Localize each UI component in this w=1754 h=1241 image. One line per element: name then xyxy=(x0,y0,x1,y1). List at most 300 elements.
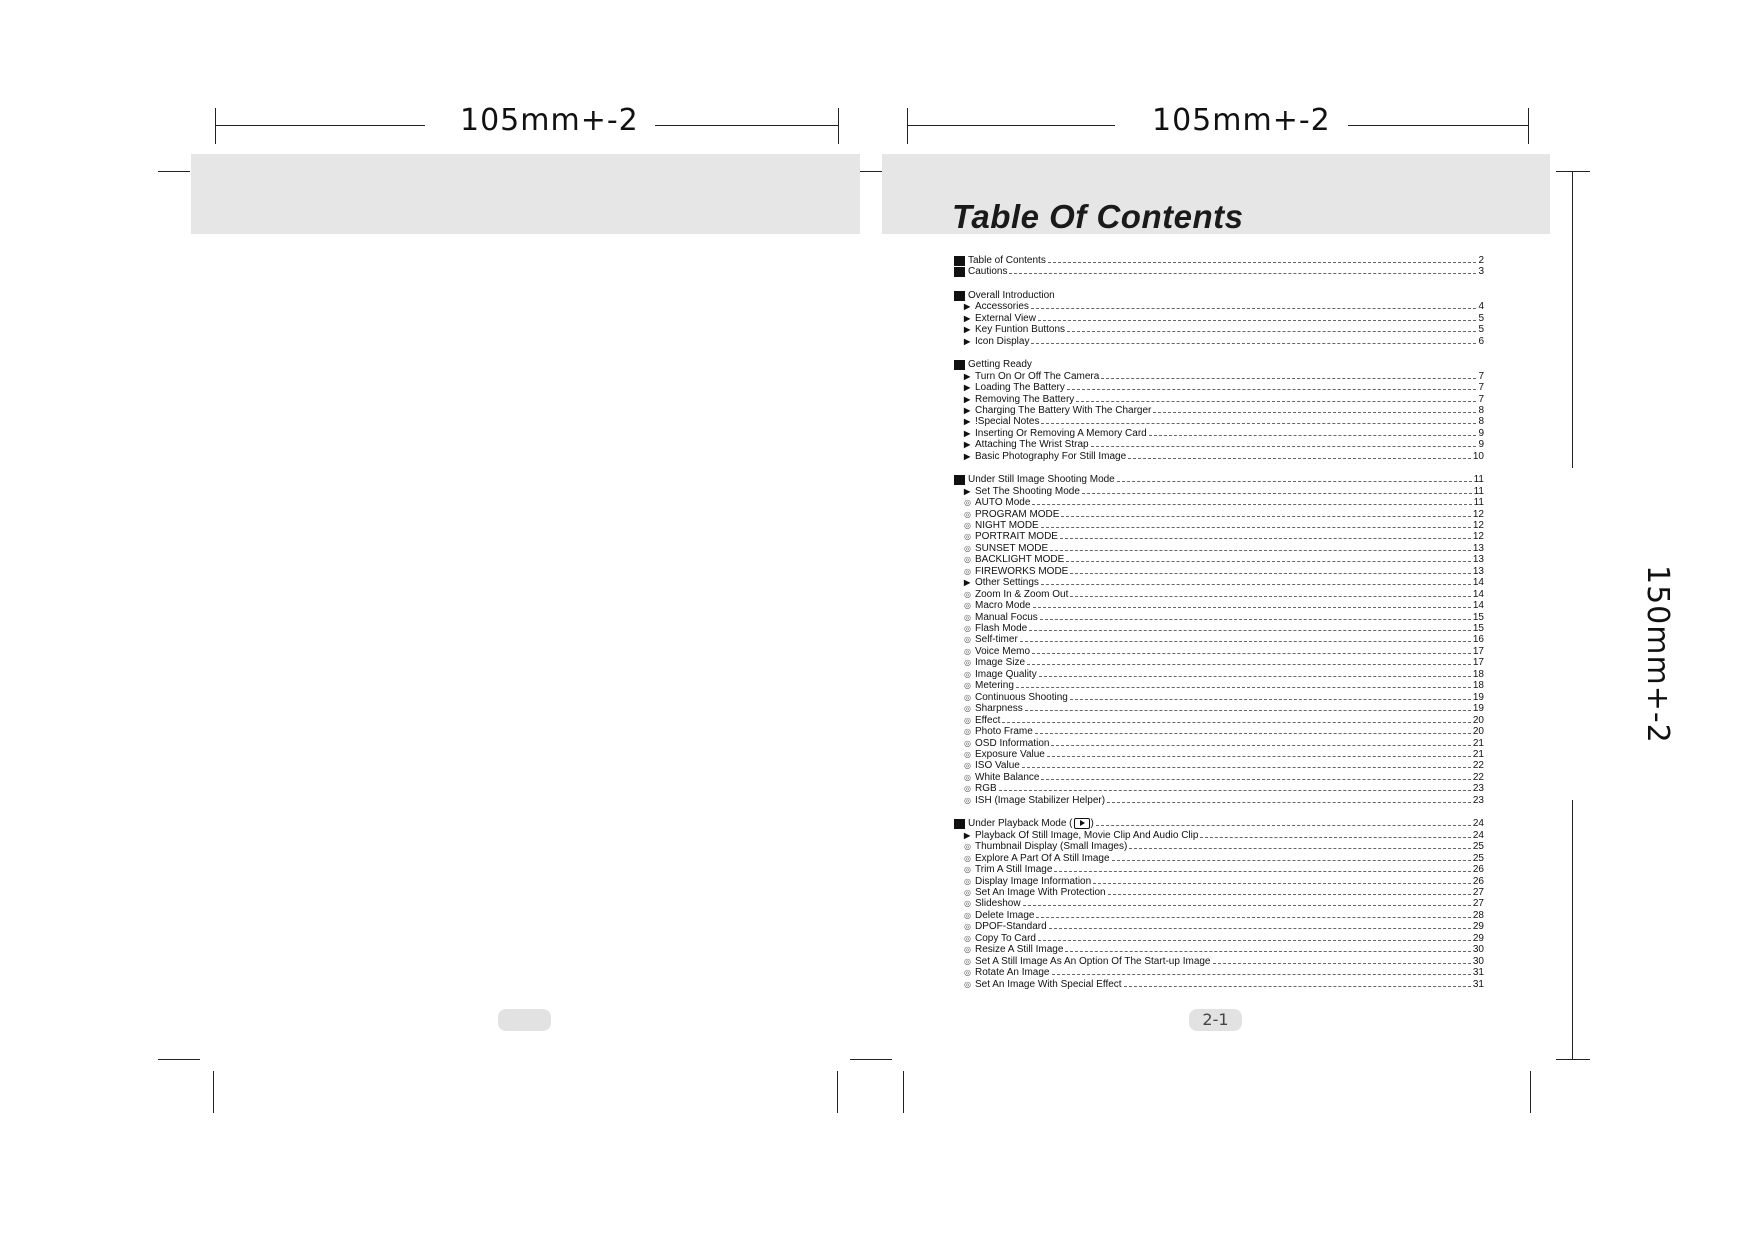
toc-leader-dots xyxy=(1039,676,1471,677)
toc-entry-page: 30 xyxy=(1472,944,1484,955)
ring-bullet-icon: ◎ xyxy=(964,854,971,863)
toc-entry-page: 6 xyxy=(1478,336,1484,347)
dimension-tick-height-bottom xyxy=(1556,1059,1590,1060)
toc-entry[interactable] xyxy=(954,898,1484,909)
toc-entry-label: Explore A Part Of A Still Image xyxy=(975,853,1110,864)
toc-entry-page: 19 xyxy=(1472,692,1484,703)
toc-leader-dots xyxy=(1200,837,1470,838)
toc-leader-dots xyxy=(1036,917,1470,918)
toc-entry[interactable] xyxy=(954,703,1484,714)
dimension-line-left-b xyxy=(655,125,838,126)
toc-leader-dots xyxy=(1082,493,1472,494)
toc-leader-dots xyxy=(1070,596,1471,597)
ring-bullet-icon: ◎ xyxy=(964,704,971,713)
toc-entry-label: Self-timer xyxy=(975,634,1018,645)
ring-bullet-icon: ◎ xyxy=(964,658,971,667)
toc-entry[interactable] xyxy=(954,255,1484,266)
ring-bullet-icon: ◎ xyxy=(964,934,971,943)
toc-entry-label: Copy To Card xyxy=(975,933,1036,944)
toc-entry[interactable] xyxy=(954,497,1484,508)
toc-entry[interactable] xyxy=(954,266,1484,277)
toc-entry[interactable] xyxy=(954,554,1484,565)
toc-leader-dots xyxy=(1033,607,1471,608)
toc-entry-label: Loading The Battery xyxy=(975,382,1065,393)
section-bullet-icon xyxy=(954,475,965,485)
toc-entry-page: 17 xyxy=(1472,657,1484,668)
toc-entry-label: DPOF-Standard xyxy=(975,921,1047,932)
toc-entry-page: 20 xyxy=(1472,726,1484,737)
toc-entry[interactable] xyxy=(954,382,1484,393)
toc-entry[interactable] xyxy=(954,715,1484,726)
toc-entry-page: 24 xyxy=(1472,830,1484,841)
toc-entry[interactable] xyxy=(954,830,1484,841)
toc-entry-page: 13 xyxy=(1472,543,1484,554)
section-bullet-icon xyxy=(954,819,965,829)
toc-entry-label: Cautions xyxy=(968,266,1008,277)
toc-leader-dots xyxy=(1093,883,1471,884)
toc-leader-dots xyxy=(1020,641,1471,642)
toc-entry[interactable] xyxy=(954,324,1484,335)
toc-entry[interactable] xyxy=(954,669,1484,680)
toc-entry[interactable] xyxy=(954,657,1484,668)
toc-entry-label: Exposure Value xyxy=(975,749,1045,760)
dimension-line-left-a xyxy=(215,125,425,126)
toc-entry-label: External View xyxy=(975,313,1036,324)
toc-entry-page: 18 xyxy=(1472,669,1484,680)
toc-entry-page: 21 xyxy=(1472,749,1484,760)
ring-bullet-icon: ◎ xyxy=(964,693,971,702)
toc-entry-label: Flash Mode xyxy=(975,623,1028,634)
toc-entry-label: Delete Image xyxy=(975,910,1035,921)
arrow-bullet-icon: ▶ xyxy=(964,383,971,392)
toc-entry-label: Macro Mode xyxy=(975,600,1031,611)
arrow-bullet-icon: ▶ xyxy=(964,337,971,346)
toc-entry[interactable] xyxy=(954,531,1484,542)
toc-entry-page: 5 xyxy=(1478,313,1484,324)
toc-entry-label: FIREWORKS MODE xyxy=(975,566,1069,577)
toc-entry-label: Image Quality xyxy=(975,669,1037,680)
right-page-number: 2-1 xyxy=(1189,1009,1242,1031)
toc-entry-label: AUTO Mode xyxy=(975,497,1031,508)
toc-leader-dots xyxy=(1032,504,1471,505)
toc-entry-page: 15 xyxy=(1472,612,1484,623)
toc-leader-dots xyxy=(1041,584,1471,585)
toc-entry[interactable] xyxy=(954,451,1484,462)
toc-entry-page: 29 xyxy=(1472,921,1484,932)
toc-entry-page: 7 xyxy=(1478,371,1484,382)
toc-entry-page: 7 xyxy=(1478,382,1484,393)
toc-entry-label: White Balance xyxy=(975,772,1040,783)
toc-entry[interactable] xyxy=(954,439,1484,450)
toc-entry-label: ISO Value xyxy=(975,760,1020,771)
toc-entry[interactable] xyxy=(954,956,1484,967)
toc-entry-label: NIGHT MODE xyxy=(975,520,1039,531)
arrow-bullet-icon: ▶ xyxy=(964,302,971,311)
toc-entry-page: 27 xyxy=(1472,887,1484,898)
toc-entry-label: PROGRAM MODE xyxy=(975,509,1060,520)
toc-entry[interactable] xyxy=(954,749,1484,760)
toc-leader-dots xyxy=(1149,435,1477,436)
toc-entry-label: Image Size xyxy=(975,657,1026,668)
toc-entry-label: ISH (Image Stabilizer Helper) xyxy=(975,795,1106,806)
crop-mark-bottom-center-v1 xyxy=(837,1071,838,1113)
toc-entry-page: 29 xyxy=(1472,933,1484,944)
toc-leader-dots xyxy=(1031,343,1476,344)
toc-entry-label: Under Still Image Shooting Mode xyxy=(968,474,1115,485)
arrow-bullet-icon: ▶ xyxy=(964,325,971,334)
toc-leader-dots xyxy=(1049,928,1471,929)
toc-entry-page: 13 xyxy=(1472,554,1484,565)
toc-entry[interactable] xyxy=(954,841,1484,852)
toc-entry-page: 7 xyxy=(1478,394,1484,405)
arrow-bullet-icon: ▶ xyxy=(964,314,971,323)
toc-entry[interactable] xyxy=(954,979,1484,990)
toc-entry[interactable] xyxy=(954,405,1484,416)
toc-leader-dots xyxy=(1101,378,1476,379)
toc-leader-dots xyxy=(1031,308,1477,309)
toc-entry-page: 17 xyxy=(1472,646,1484,657)
toc-entry[interactable] xyxy=(954,486,1484,497)
toc-entry-page: 14 xyxy=(1472,577,1484,588)
toc-entry-label: Set The Shooting Mode xyxy=(975,486,1080,497)
toc-leader-dots xyxy=(1022,767,1471,768)
toc-leader-dots xyxy=(1091,446,1477,447)
toc-entry-page: 12 xyxy=(1472,531,1484,542)
toc-leader-dots xyxy=(1060,538,1471,539)
toc-entry[interactable] xyxy=(954,612,1484,623)
toc-leader-dots xyxy=(1025,710,1471,711)
toc-leader-dots xyxy=(1035,733,1471,734)
toc-entry-label: Getting Ready xyxy=(968,359,1032,370)
dimension-tick-left-end xyxy=(838,108,839,144)
toc-entry[interactable] xyxy=(954,692,1484,703)
dimension-line-right-b xyxy=(1348,125,1528,126)
toc-entry[interactable] xyxy=(954,290,1484,301)
toc-entry-label: Key Funtion Buttons xyxy=(975,324,1066,335)
toc-entry[interactable] xyxy=(954,646,1484,657)
toc-entry-page: 26 xyxy=(1472,864,1484,875)
toc-entry-page: 12 xyxy=(1472,520,1484,531)
toc-entry-page: 8 xyxy=(1478,405,1484,416)
dimension-tick-right-start xyxy=(907,108,908,144)
dimension-line-height-b xyxy=(1572,800,1573,1059)
toc-entry-page: 31 xyxy=(1472,967,1484,978)
toc-entry-page: 12 xyxy=(1472,509,1484,520)
toc-entry[interactable] xyxy=(954,760,1484,771)
toc-entry-label: Metering xyxy=(975,680,1014,691)
toc-entry[interactable] xyxy=(954,577,1484,588)
ring-bullet-icon: ◎ xyxy=(964,647,971,656)
toc-leader-dots xyxy=(1041,423,1476,424)
toc-entry[interactable] xyxy=(954,933,1484,944)
toc-entry-page: 11 xyxy=(1473,486,1484,497)
toc-entry-page: 8 xyxy=(1478,416,1484,427)
toc-entry-label: Continuous Shooting xyxy=(975,692,1068,703)
toc-leader-dots xyxy=(1213,963,1471,964)
toc-entry-page: 22 xyxy=(1472,772,1484,783)
toc-entry-label: Removing The Battery xyxy=(975,394,1075,405)
toc-leader-dots xyxy=(1051,745,1470,746)
toc-entry-page: 25 xyxy=(1472,841,1484,852)
toc-entry-page: 22 xyxy=(1472,760,1484,771)
dimension-label-height: 150mm+-2 xyxy=(1640,565,1675,744)
toc-leader-dots xyxy=(1048,262,1477,263)
arrow-bullet-icon: ▶ xyxy=(964,831,971,840)
toc-entry-page: 23 xyxy=(1472,795,1484,806)
toc-entry-page: 11 xyxy=(1473,474,1484,485)
toc-entry-page: 18 xyxy=(1472,680,1484,691)
dimension-label-right-width: 105mm+-2 xyxy=(1152,103,1331,138)
toc-leader-dots xyxy=(1032,653,1471,654)
toc-leader-dots xyxy=(1096,825,1471,826)
toc-entry-label: Turn On Or Off The Camera xyxy=(975,371,1100,382)
toc-entry[interactable] xyxy=(954,589,1484,600)
toc-entry[interactable] xyxy=(954,887,1484,898)
ring-bullet-icon: ◎ xyxy=(964,922,971,931)
toc-entry-page: 3 xyxy=(1478,266,1484,277)
toc-entry-label: Attaching The Wrist Strap xyxy=(975,439,1089,450)
toc-leader-dots xyxy=(1023,905,1471,906)
toc-leader-dots xyxy=(1076,401,1476,402)
ring-bullet-icon: ◎ xyxy=(964,635,971,644)
toc-leader-dots xyxy=(1129,848,1471,849)
toc-entry[interactable] xyxy=(954,623,1484,634)
toc-entry-label: Accessories xyxy=(975,301,1029,312)
toc-leader-dots xyxy=(1052,974,1471,975)
toc-entry-label: Effect xyxy=(975,715,1001,726)
crop-mark-bottom-right-v xyxy=(1530,1071,1531,1113)
toc-leader-dots xyxy=(1050,550,1471,551)
toc-leader-dots xyxy=(1038,940,1471,941)
arrow-bullet-icon: ▶ xyxy=(964,429,971,438)
toc-entry-page: 9 xyxy=(1478,428,1484,439)
ring-bullet-icon: ◎ xyxy=(964,555,971,564)
dimension-tick-left-start xyxy=(215,108,216,144)
dimension-line-right-a xyxy=(907,125,1115,126)
ring-bullet-icon: ◎ xyxy=(964,544,971,553)
toc-entry-page: 2 xyxy=(1478,255,1484,266)
toc-leader-dots xyxy=(1029,630,1471,631)
toc-leader-dots xyxy=(1107,802,1471,803)
toc-entry[interactable] xyxy=(954,474,1484,485)
toc-entry-page: 28 xyxy=(1472,910,1484,921)
toc-entry-label: Slideshow xyxy=(975,898,1021,909)
toc-entry[interactable] xyxy=(954,726,1484,737)
toc-entry-label: Display Image Information xyxy=(975,876,1092,887)
crop-mark-top-left xyxy=(158,171,190,172)
toc-entry[interactable] xyxy=(954,394,1484,405)
toc-entry[interactable] xyxy=(954,876,1484,887)
ring-bullet-icon: ◎ xyxy=(964,670,971,679)
toc-entry-page: 23 xyxy=(1472,783,1484,794)
toc-leader-dots xyxy=(1040,619,1471,620)
toc-entry[interactable] xyxy=(954,543,1484,554)
toc-entry[interactable] xyxy=(954,336,1484,347)
toc-entry-label: Icon Display xyxy=(975,336,1030,347)
toc-entry-label: Other Settings xyxy=(975,577,1039,588)
toc-entry[interactable] xyxy=(954,967,1484,978)
toc-entry-label: Playback Of Still Image, Movie Clip And Audio Clip xyxy=(975,830,1199,841)
ring-bullet-icon: ◎ xyxy=(964,532,971,541)
ring-bullet-icon: ◎ xyxy=(964,750,971,759)
toc-entry[interactable] xyxy=(954,416,1484,427)
toc-entry[interactable] xyxy=(954,864,1484,875)
toc-entry[interactable] xyxy=(954,600,1484,611)
toc-entry-page: 30 xyxy=(1472,956,1484,967)
page-title: Table Of Contents xyxy=(952,198,1244,235)
ring-bullet-icon: ◎ xyxy=(964,980,971,989)
toc-entry[interactable] xyxy=(954,520,1484,531)
toc-entry[interactable] xyxy=(954,680,1484,691)
toc-entry-label: Rotate An Image xyxy=(975,967,1050,978)
ring-bullet-icon: ◎ xyxy=(964,681,971,690)
crop-mark-bottom-center-v2 xyxy=(903,1071,904,1113)
section-bullet-icon xyxy=(954,360,965,370)
toc-leader-dots xyxy=(1070,699,1471,700)
toc-entry-page: 5 xyxy=(1478,324,1484,335)
toc-entry[interactable] xyxy=(954,783,1484,794)
toc-entry-page: 26 xyxy=(1472,876,1484,887)
toc-entry[interactable] xyxy=(954,818,1484,829)
ring-bullet-icon: ◎ xyxy=(964,877,971,886)
ring-bullet-icon: ◎ xyxy=(964,567,971,576)
ring-bullet-icon: ◎ xyxy=(964,911,971,920)
toc-leader-dots xyxy=(1128,458,1471,459)
toc-entry[interactable] xyxy=(954,921,1484,932)
dimension-tick-height-top xyxy=(1556,171,1590,172)
toc-leader-dots xyxy=(1067,331,1476,332)
toc-entry-label: Set An Image With Protection xyxy=(975,887,1106,898)
toc-entry-label: Resize A Still Image xyxy=(975,944,1064,955)
toc-entry[interactable] xyxy=(954,738,1484,749)
toc-entry-label: Inserting Or Removing A Memory Card xyxy=(975,428,1147,439)
toc-entry-label: Table of Contents xyxy=(968,255,1046,266)
toc-entry-page: 9 xyxy=(1478,439,1484,450)
toc-entry-page: 16 xyxy=(1472,634,1484,645)
ring-bullet-icon: ◎ xyxy=(964,888,971,897)
toc-entry-label: Trim A Still Image xyxy=(975,864,1053,875)
toc-entry-label: Manual Focus xyxy=(975,612,1038,623)
toc-entry[interactable] xyxy=(954,359,1484,370)
arrow-bullet-icon: ▶ xyxy=(964,406,971,415)
toc-entry-label: Zoom In & Zoom Out xyxy=(975,589,1069,600)
toc-leader-dots xyxy=(999,790,1471,791)
toc-entry-page: 10 xyxy=(1472,451,1484,462)
toc-entry-label: !Special Notes xyxy=(975,416,1040,427)
toc-leader-dots xyxy=(1041,779,1470,780)
toc-leader-dots xyxy=(1067,389,1477,390)
toc-entry[interactable] xyxy=(954,509,1484,520)
toc-entry-label: Photo Frame xyxy=(975,726,1033,737)
arrow-bullet-icon: ▶ xyxy=(964,487,971,496)
toc-entry-label: RGB xyxy=(975,783,997,794)
ring-bullet-icon: ◎ xyxy=(964,716,971,725)
toc-leader-dots xyxy=(1047,756,1471,757)
toc-entry-label: BACKLIGHT MODE xyxy=(975,554,1065,565)
ring-bullet-icon: ◎ xyxy=(964,761,971,770)
toc-entry-page: 24 xyxy=(1472,818,1484,829)
ring-bullet-icon: ◎ xyxy=(964,521,971,530)
toc-entry-page: 27 xyxy=(1472,898,1484,909)
toc-leader-dots xyxy=(1124,986,1471,987)
dimension-label-left-width: 105mm+-2 xyxy=(460,103,639,138)
toc-leader-dots xyxy=(1108,894,1471,895)
crop-mark-top-center xyxy=(860,171,882,172)
toc-entry-page: 13 xyxy=(1472,566,1484,577)
toc-entry-page: 20 xyxy=(1472,715,1484,726)
toc-entry[interactable] xyxy=(954,772,1484,783)
toc-entry-label: Charging The Battery With The Charger xyxy=(975,405,1152,416)
toc-leader-dots xyxy=(1153,412,1476,413)
toc-entry-label: OSD Information xyxy=(975,738,1050,749)
crop-mark-bottom-left xyxy=(158,1059,200,1060)
toc-leader-dots xyxy=(1065,951,1471,952)
arrow-bullet-icon: ▶ xyxy=(964,452,971,461)
arrow-bullet-icon: ▶ xyxy=(964,578,971,587)
toc-leader-dots xyxy=(1027,664,1471,665)
toc-entry[interactable] xyxy=(954,634,1484,645)
ring-bullet-icon: ◎ xyxy=(964,968,971,977)
toc-entry[interactable] xyxy=(954,944,1484,955)
toc-entry-label: SUNSET MODE xyxy=(975,543,1049,554)
toc-leader-dots xyxy=(1066,561,1471,562)
left-page-header-band xyxy=(191,154,860,234)
toc-entry[interactable] xyxy=(954,371,1484,382)
ring-bullet-icon: ◎ xyxy=(964,613,971,622)
dimension-line-height-a xyxy=(1572,171,1573,468)
dimension-tick-right-end xyxy=(1528,108,1529,144)
toc-entry-page: 11 xyxy=(1473,497,1484,508)
toc-entry[interactable] xyxy=(954,313,1484,324)
toc-leader-dots xyxy=(1009,273,1476,274)
crop-mark-bottom-center xyxy=(850,1059,892,1060)
toc-entry[interactable] xyxy=(954,795,1484,806)
toc-entry[interactable] xyxy=(954,428,1484,439)
toc-leader-dots xyxy=(1061,516,1470,517)
toc-entry[interactable] xyxy=(954,853,1484,864)
toc-entry-label: Overall Introduction xyxy=(968,290,1055,301)
toc-leader-dots xyxy=(1002,722,1470,723)
ring-bullet-icon: ◎ xyxy=(964,727,971,736)
left-page-number xyxy=(498,1009,551,1031)
toc-leader-dots xyxy=(1041,527,1471,528)
toc-entry-page: 15 xyxy=(1472,623,1484,634)
ring-bullet-icon: ◎ xyxy=(964,957,971,966)
ring-bullet-icon: ◎ xyxy=(964,945,971,954)
ring-bullet-icon: ◎ xyxy=(964,784,971,793)
toc-entry-label: Thumbnail Display (Small Images) xyxy=(975,841,1128,852)
arrow-bullet-icon: ▶ xyxy=(964,372,971,381)
toc-entry-page: 31 xyxy=(1472,979,1484,990)
toc-entry[interactable] xyxy=(954,566,1484,577)
toc-entry-label: PORTRAIT MODE xyxy=(975,531,1058,542)
ring-bullet-icon: ◎ xyxy=(964,865,971,874)
toc-entry-label: Basic Photography For Still Image xyxy=(975,451,1127,462)
ring-bullet-icon: ◎ xyxy=(964,739,971,748)
toc-entry[interactable] xyxy=(954,910,1484,921)
toc-leader-dots xyxy=(1054,871,1470,872)
ring-bullet-icon: ◎ xyxy=(964,796,971,805)
ring-bullet-icon: ◎ xyxy=(964,498,971,507)
ring-bullet-icon: ◎ xyxy=(964,842,971,851)
arrow-bullet-icon: ▶ xyxy=(964,440,971,449)
section-bullet-icon xyxy=(954,256,965,266)
toc-entry-page: 14 xyxy=(1472,600,1484,611)
toc-entry-label: Set An Image With Special Effect xyxy=(975,979,1122,990)
toc-entry[interactable] xyxy=(954,301,1484,312)
playback-icon xyxy=(1074,818,1090,829)
ring-bullet-icon: ◎ xyxy=(964,601,971,610)
